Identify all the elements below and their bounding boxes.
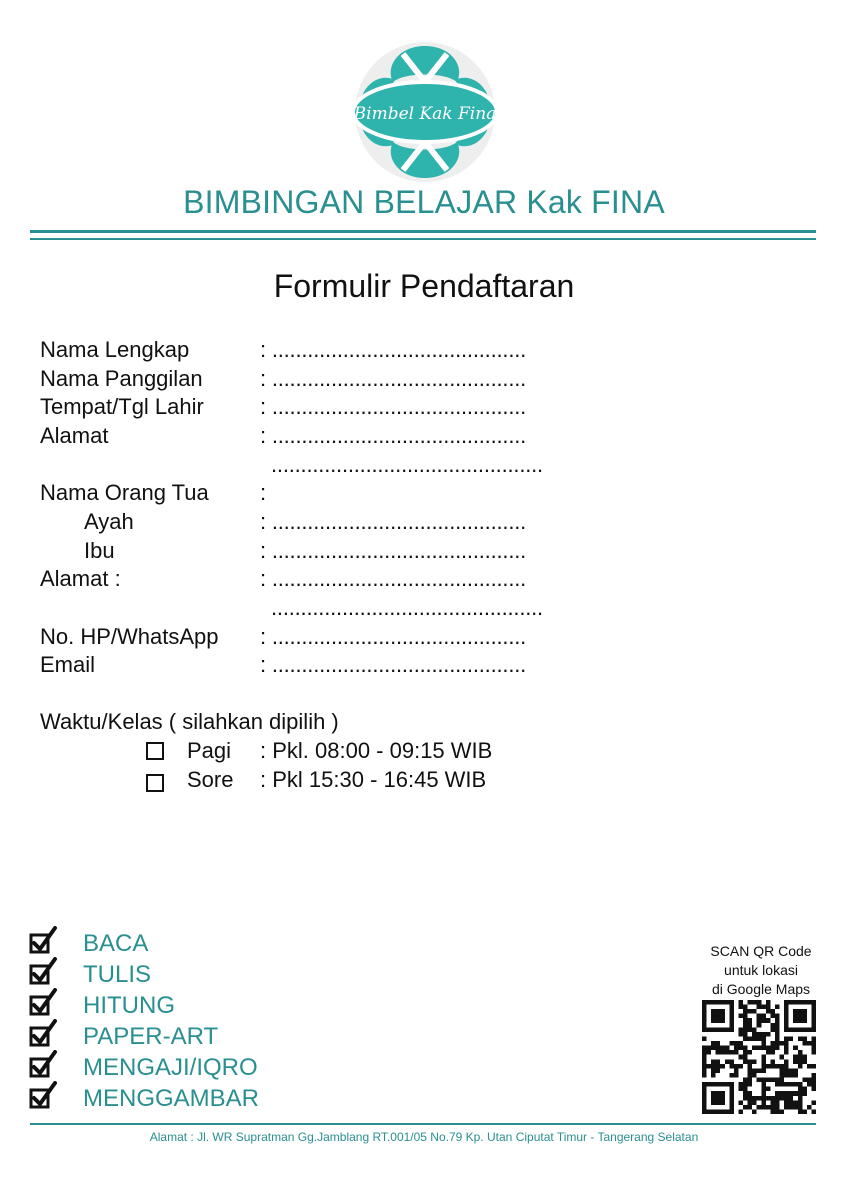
field-label-parent-address: Alamat :: [40, 566, 121, 591]
feature-label-hitung: HITUNG: [83, 992, 175, 1019]
field-value-birth[interactable]: : ...........................................: [260, 394, 527, 419]
qr-caption: [694, 942, 828, 999]
field-label-mother: Ibu: [84, 538, 115, 563]
checkbox-sore[interactable]: [146, 774, 164, 792]
field-label-email: Email: [40, 652, 96, 677]
org-name: BIMBINGAN BELAJAR Kak FINA: [183, 184, 665, 220]
feature-label-baca: BACA: [83, 930, 149, 957]
logo: [352, 40, 498, 185]
qr-caption-line: di Google Maps: [711, 981, 811, 997]
slot-name-sore: Sore: [187, 767, 234, 792]
slot-time-pagi: : Pkl. 08:00 - 09:15 WIB: [260, 738, 493, 763]
qr-caption-line: SCAN QR Code: [710, 943, 812, 959]
field-label-full-name: Nama Lengkap: [40, 337, 190, 362]
field-label-phone: No. HP/WhatsApp: [40, 624, 219, 649]
footer-address: Alamat : Jl. WR Supratman Gg.Jamblang RT.001/05 No.79 Kp. Utan Ciputat Timur - Tangerang Selatan: [149, 1130, 699, 1144]
feature-label-paper-art: PAPER-ART: [83, 1023, 219, 1050]
logo-text: Bimbel Kak Fina: [353, 104, 497, 124]
field-label-parents: Nama Orang Tua: [40, 480, 209, 505]
field-value-nickname[interactable]: : ...........................................: [260, 366, 527, 391]
checked-box-icon: [28, 1019, 58, 1047]
header-rule-top: [30, 230, 816, 233]
checked-box-icon: [28, 1081, 58, 1109]
feature-label-mengaji: MENGAJI/IQRO: [83, 1054, 258, 1081]
field-value-email[interactable]: : ...........................................: [260, 652, 527, 677]
checkbox-pagi[interactable]: [146, 742, 164, 760]
header-rule-bottom: [30, 238, 816, 240]
field-value-phone[interactable]: : ...........................................: [260, 624, 527, 649]
field-value-parent-address[interactable]: : ...........................................: [260, 566, 527, 591]
field-value-parent-address-cont[interactable]: ..............................................: [271, 595, 543, 620]
feature-label-menggambar: MENGGAMBAR: [83, 1085, 260, 1112]
field-label-father: Ayah: [84, 509, 134, 534]
field-value-full-name[interactable]: : ...........................................: [260, 337, 527, 362]
checked-box-icon: [28, 957, 58, 985]
schedule-heading: Waktu/Kelas ( silahkan dipilih ): [40, 709, 339, 734]
qr-code[interactable]: [702, 1000, 816, 1114]
field-value-address[interactable]: : ...........................................: [260, 423, 527, 448]
slot-name-pagi: Pagi: [187, 738, 232, 763]
form-title: Formulir Pendaftaran: [273, 268, 575, 304]
qr-caption-line: untuk lokasi: [724, 962, 798, 978]
field-label-birth: Tempat/Tgl Lahir: [40, 394, 204, 419]
checked-box-icon: [28, 988, 58, 1016]
slot-time-sore: : Pkl 15:30 - 16:45 WIB: [260, 767, 487, 792]
field-label-address: Alamat: [40, 423, 109, 448]
checked-box-icon: [28, 1050, 58, 1078]
field-value-father[interactable]: : ...........................................: [260, 509, 527, 534]
field-value-parents: :: [260, 480, 266, 505]
field-label-nickname: Nama Panggilan: [40, 366, 203, 391]
field-value-address-cont[interactable]: ..............................................: [271, 452, 543, 477]
checked-box-icon: [28, 926, 58, 954]
footer-rule: [30, 1123, 816, 1125]
field-value-mother[interactable]: : ...........................................: [260, 538, 527, 563]
feature-label-tulis: TULIS: [83, 961, 152, 988]
